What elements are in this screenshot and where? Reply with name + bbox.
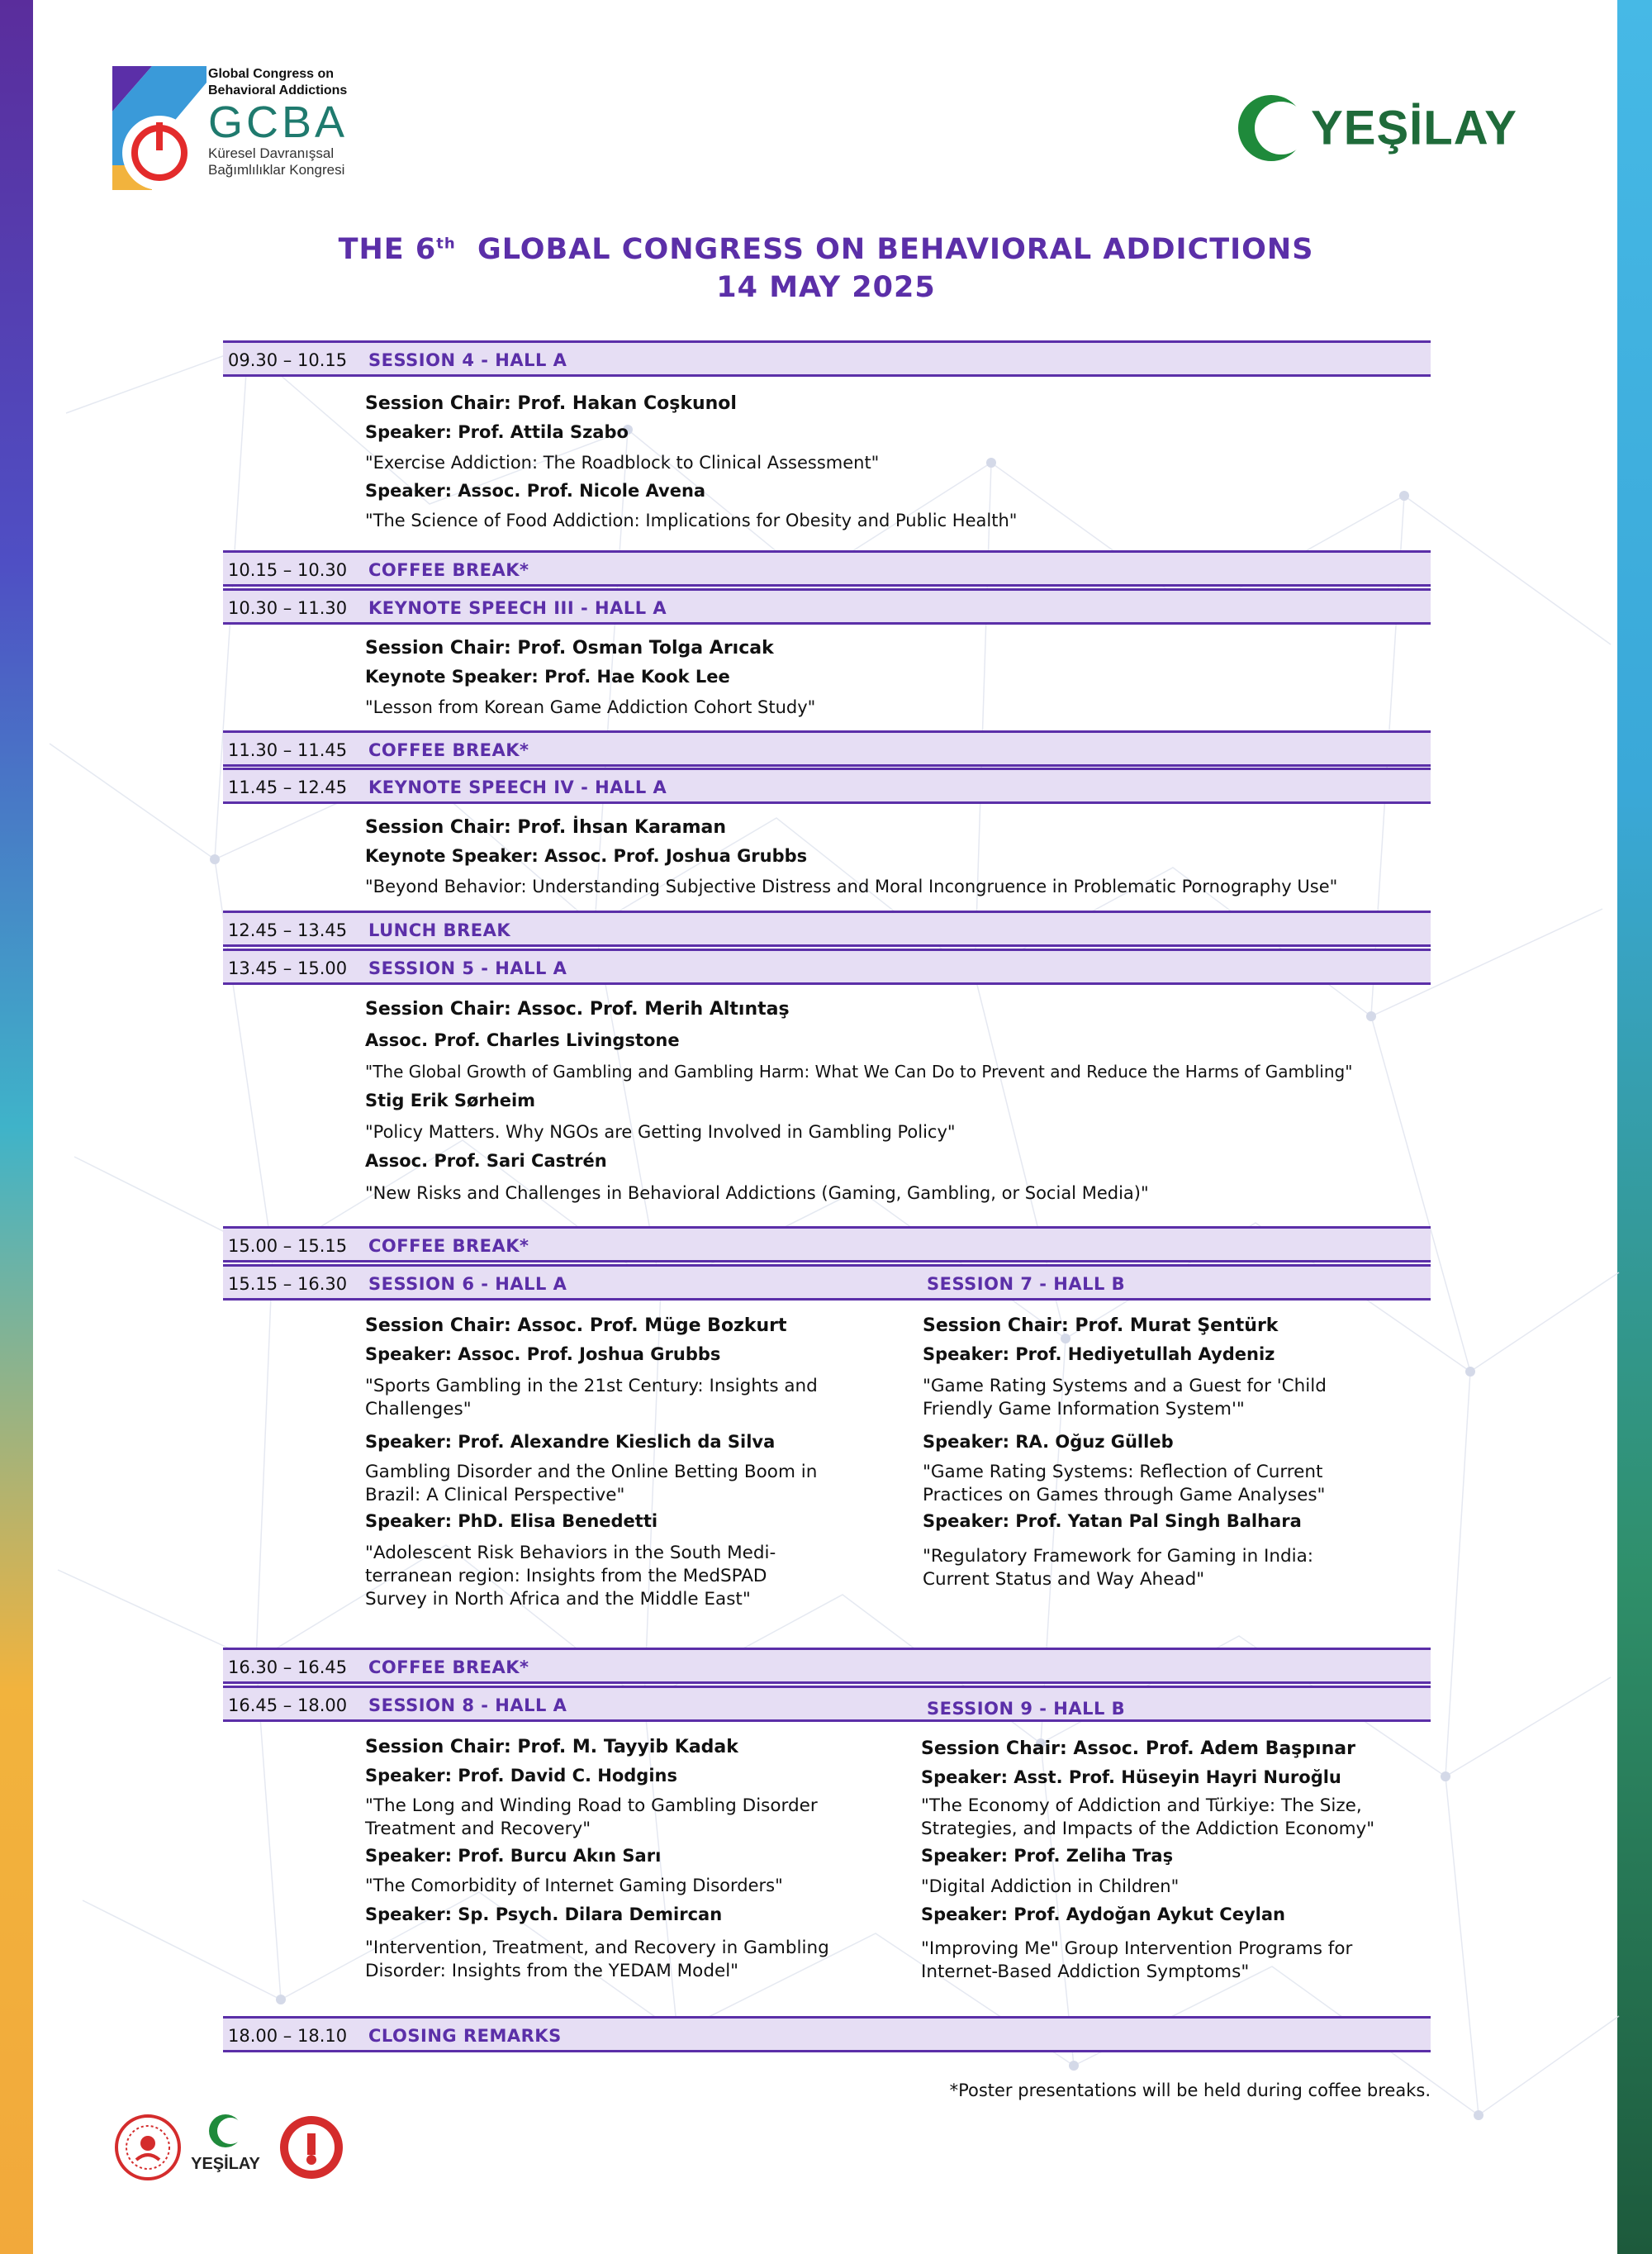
speaker: Speaker: Prof. Attila Szabo (365, 422, 629, 442)
talk-title: "The Science of Food Addiction: Implications for Obesity and Public Health" (365, 511, 1018, 530)
crescent-icon (206, 2112, 244, 2150)
footnote: *Poster presentations will be held during coffee breaks. (949, 2080, 1431, 2100)
yesilay-wordmark: YEŞİLAY (1311, 101, 1517, 155)
speaker: Keynote Speaker: Assoc. Prof. Joshua Grubbs (365, 846, 808, 866)
program-row (223, 768, 1431, 804)
speaker: Speaker: Assoc. Prof. Joshua Grubbs (365, 1344, 721, 1364)
row-time: 11.30 – 11.45 (228, 740, 348, 760)
row-label: COFFEE BREAK* (368, 560, 529, 580)
title-pre: THE 6 (338, 233, 437, 266)
speaker: Speaker: PhD. Elisa Benedetti (365, 1511, 658, 1531)
row-label: KEYNOTE SPEECH IV - HALL A (368, 777, 667, 797)
session-chair: Session Chair: Prof. Murat Şentürk (923, 1315, 1279, 1336)
talk-title: "Intervention, Treatment, and Recovery in Gambling Disorder: Insights from the YEDAM Model" (365, 1938, 829, 1981)
talk-title: Gambling Disorder and the Online Betting Boom in Brazil: A Clinical Perspective" (365, 1462, 818, 1505)
speaker: Speaker: Prof. Yatan Pal Singh Balhara (923, 1511, 1302, 1531)
session-chair: Session Chair: Assoc. Prof. Adem Başpınar (921, 1738, 1355, 1759)
title-post: GLOBAL CONGRESS ON BEHAVIORAL ADDICTIONS (455, 233, 1314, 266)
program-row (223, 1686, 1431, 1722)
program-row (223, 340, 1431, 377)
row-time: 16.30 – 16.45 (228, 1657, 348, 1677)
row-label: SESSION 6 - HALL A (368, 1274, 567, 1294)
talk-title: "Digital Addiction in Children" (921, 1876, 1180, 1896)
speaker: Stig Erik Sørheim (365, 1091, 536, 1110)
session-chair: Session Chair: Prof. M. Tayyib Kadak (365, 1737, 738, 1757)
speaker: Speaker: Asst. Prof. Hüseyin Hayri Nuroğlu (921, 1767, 1341, 1787)
gcba-logo-text (208, 66, 348, 178)
talk-title: "Lesson from Korean Game Addiction Cohort Study" (365, 697, 816, 717)
page-title (0, 233, 1652, 266)
footer-yesilay-logo (188, 2112, 263, 2174)
talk-title: "The Global Growth of Gambling and Gambling Harm: What We Can Do to Prevent and Reduce the Harms of Gambling" (365, 1062, 1353, 1082)
talk-title: "Game Rating Systems: Reflection of Current Practices on Games through Game Analyses" (923, 1462, 1326, 1505)
row-time: 10.15 – 10.30 (228, 560, 348, 580)
row-time: 15.15 – 16.30 (228, 1274, 348, 1294)
gcba-line2: Behavioral Addictions (208, 83, 348, 97)
footer-yesilay-text: YEŞİLAY (191, 2155, 260, 2173)
program-row (223, 1264, 1431, 1301)
speaker: Speaker: Prof. Zeliha Traş (921, 1846, 1174, 1866)
row-label: LUNCH BREAK (368, 920, 511, 940)
family-year-seal-icon (278, 2114, 345, 2181)
speaker: Speaker: Prof. Burcu Akın Sarı (365, 1846, 662, 1866)
talk-title: "Exercise Addiction: The Roadblock to Clinical Assessment" (365, 453, 880, 473)
speaker: Speaker: Prof. Hediyetullah Aydeniz (923, 1344, 1275, 1364)
talk-title: "Beyond Behavior: Understanding Subjective Distress and Moral Incongruence in Problematic Pornography Use" (365, 877, 1338, 896)
talk-title: "Game Rating Systems and a Guest for 'Child Friendly Game Information System'" (923, 1376, 1327, 1419)
talk-title: "The Long and Winding Road to Gambling Disorder Treatment and Recovery" (365, 1795, 818, 1839)
gcba-logo-mark (112, 66, 206, 190)
session-chair: Session Chair: Prof. Hakan Coşkunol (365, 393, 737, 414)
program-row (223, 588, 1431, 625)
session-chair: Session Chair: Prof. Osman Tolga Arıcak (365, 638, 774, 659)
row-label: COFFEE BREAK* (368, 1657, 529, 1677)
program-row (223, 1226, 1431, 1263)
row-label-hall-b: SESSION 9 - HALL B (927, 1699, 1126, 1719)
program-row (223, 1648, 1431, 1684)
speaker: Speaker: Prof. David C. Hodgins (365, 1766, 677, 1786)
talk-title: "Policy Matters. Why NGOs are Getting Involved in Gambling Policy" (365, 1122, 956, 1142)
session-chair: Session Chair: Assoc. Prof. Merih Altıntaş (365, 999, 790, 1020)
speaker: Keynote Speaker: Prof. Hae Kook Lee (365, 667, 730, 687)
gcba-line1: Global Congress on (208, 67, 335, 81)
speaker: Assoc. Prof. Charles Livingstone (365, 1030, 680, 1050)
ministry-seal-icon (114, 2114, 182, 2181)
row-label: SESSION 5 - HALL A (368, 958, 567, 978)
crescent-icon (1236, 93, 1307, 164)
speaker: Speaker: Prof. Aydoğan Aykut Ceylan (921, 1904, 1285, 1924)
row-label: COFFEE BREAK* (368, 740, 529, 760)
row-time: 10.30 – 11.30 (228, 598, 348, 618)
talk-title: "New Risks and Challenges in Behavioral Addictions (Gaming, Gambling, or Social Media)" (365, 1183, 1149, 1203)
row-label-hall-b: SESSION 7 - HALL B (927, 1274, 1126, 1294)
row-label: CLOSING REMARKS (368, 2026, 562, 2046)
gcba-line4: Bağımlılıklar Kongresi (208, 162, 345, 178)
row-time: 16.45 – 18.00 (228, 1695, 348, 1715)
yesilay-logo (1236, 93, 1517, 164)
program-row (223, 730, 1431, 767)
row-time: 09.30 – 10.15 (228, 350, 348, 370)
talk-title: "The Economy of Addiction and Türkiye: The Size, Strategies, and Impacts of the Addiction Economy" (921, 1795, 1375, 1839)
speaker: Speaker: Sp. Psych. Dilara Demircan (365, 1904, 723, 1924)
row-time: 12.45 – 13.45 (228, 920, 348, 940)
row-time: 15.00 – 15.15 (228, 1236, 348, 1256)
gcba-line3: Küresel Davranışsal (208, 145, 335, 161)
speaker: Assoc. Prof. Sari Castrén (365, 1151, 607, 1171)
talk-title: "Sports Gambling in the 21st Century: Insights and Challenges" (365, 1376, 818, 1419)
gcba-acronym: GCBA (208, 97, 349, 147)
row-label: KEYNOTE SPEECH III - HALL A (368, 598, 667, 618)
title-sup: th (436, 235, 456, 253)
row-time: 18.00 – 18.10 (228, 2026, 348, 2046)
session-chair: Session Chair: Assoc. Prof. Müge Bozkurt (365, 1315, 787, 1336)
program-row (223, 2016, 1431, 2052)
row-time: 11.45 – 12.45 (228, 777, 348, 797)
speaker: Speaker: Prof. Alexandre Kieslich da Silva (365, 1432, 776, 1452)
talk-title: "Regulatory Framework for Gaming in India: Current Status and Way Ahead" (923, 1546, 1314, 1590)
row-label: COFFEE BREAK* (368, 1236, 529, 1256)
speaker: Speaker: Assoc. Prof. Nicole Avena (365, 481, 706, 501)
speaker: Speaker: RA. Oğuz Gülleb (923, 1432, 1174, 1452)
row-label: SESSION 8 - HALL A (368, 1695, 567, 1715)
program-row (223, 911, 1431, 947)
row-time: 13.45 – 15.00 (228, 958, 348, 978)
session-chair: Session Chair: Prof. İhsan Karaman (365, 817, 727, 838)
talk-title: "Adolescent Risk Behaviors in the South Medi-terranean region: Insights from the MedSPAD Survey in North Africa and the Middle East" (365, 1543, 776, 1610)
program-row (223, 949, 1431, 985)
program-row (223, 550, 1431, 587)
page-date: 14 MAY 2025 (716, 271, 936, 304)
talk-title: "The Comorbidity of Internet Gaming Disorders" (365, 1876, 783, 1895)
talk-title: "Improving Me" Group Intervention Programs for Internet-Based Addiction Symptoms" (921, 1938, 1353, 1982)
row-label: SESSION 4 - HALL A (368, 350, 567, 370)
